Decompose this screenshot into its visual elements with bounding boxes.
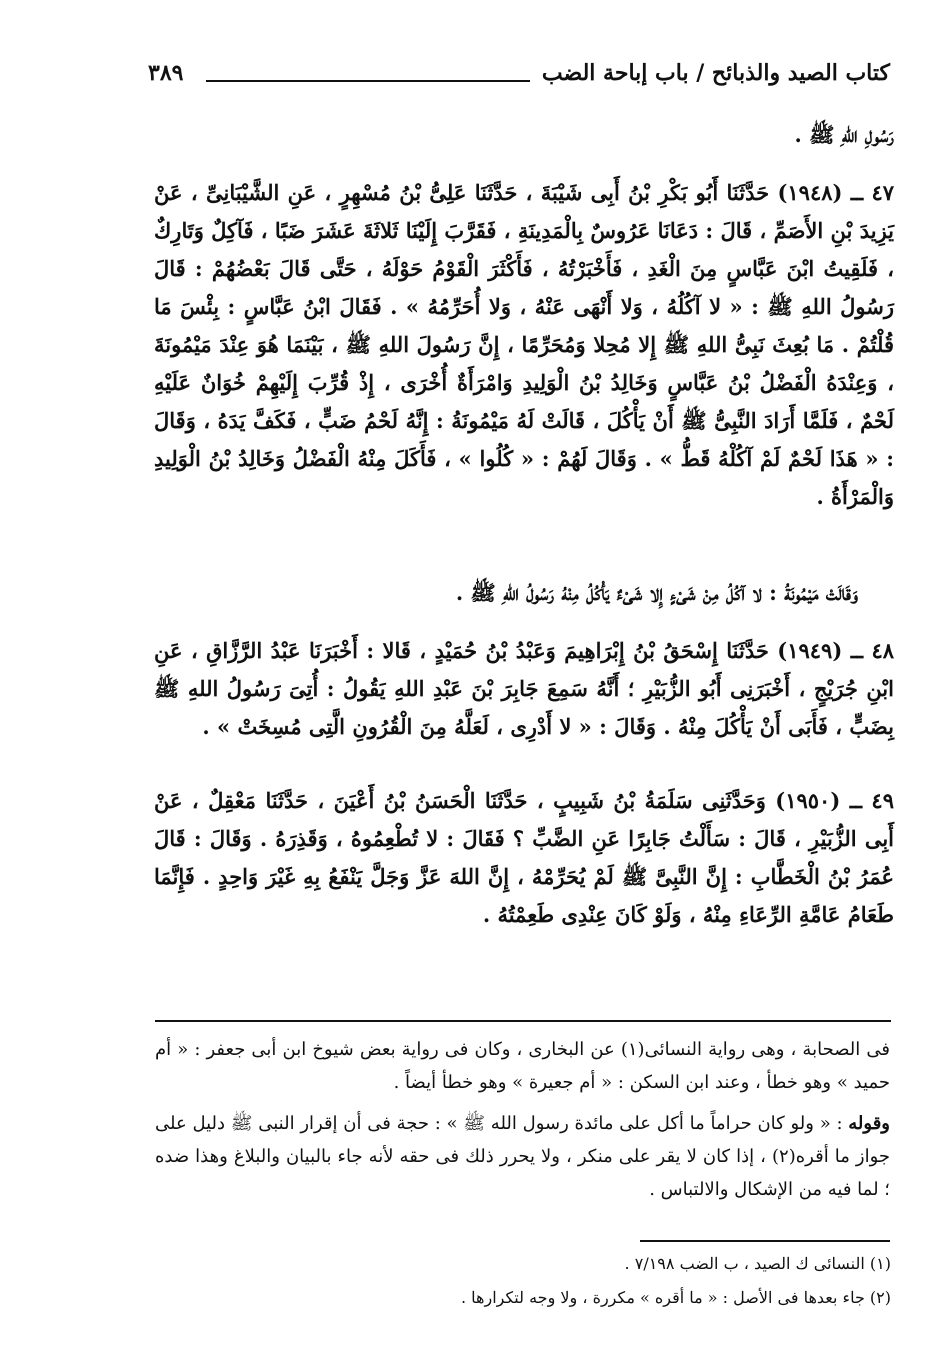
- commentary-paragraph: [155, 1107, 890, 1206]
- hadith-text: ٤٩ ــ (١٩٥٠) وَحَدَّثَنِى سَلَمَةُ بْنُ شَبِيبٍ ، حَدَّثَنَا الْحَسَنُ بْنُ أَعْيَنَ ، حَدَّثَنَا مَعْقِلٌ ، عَنْ أَبِى الزُّبَيْرِ ، قَالَ : سَأَلْتُ جَابِرًا عَنِ الضَّبِّ ؟ فَقَالَ : لا تُطْعِمُوهُ ، وَقَذِرَهُ . وَقَالَ : قَالَ عُمَرُ بْنُ الْخَطَّابِ : إِنَّ النَّبِىَّ ﷺ لَمْ يُحَرِّمْهُ ، إِنَّ اللهَ عَزَّ وَجَلَّ يَنْفَعُ بِهِ غَيْرَ وَاحِدٍ . فَإِنَّمَا طَعَامُ عَامَّةِ الرِّعَاءِ مِنْهُ ، وَلَوْ كَانَ عِنْدِى طَعِمْتُهُ .: [154, 788, 894, 927]
- page-number: ٣٨٩: [148, 60, 184, 86]
- footnote-separator: [640, 1240, 890, 1242]
- hadith-text: وَقَالَتْ مَيْمُونَةُ : لا آكُلُ مِنْ شَىْءٍ إِلا شَىْءٌ يَأْكُلُ مِنْهُ رَسُولُ اللهِ ﷺ .: [455, 580, 858, 605]
- running-header: [148, 58, 890, 94]
- commentary-separator: [155, 1020, 891, 1022]
- footnotes: [155, 1247, 891, 1315]
- hadith-text: ٤٧ ــ (١٩٤٨) حَدَّثَنَا أَبُو بَكْرِ بْنُ أَبِى شَيْبَةَ ، حَدَّثَنَا عَلِىُّ بْنُ مُسْهِرٍ ، عَنِ الشَّيْبَانِىِّ ، عَنْ يَزِيدَ بْنِ الأَصَمِّ ، قَالَ : دَعَانَا عَرُوسٌ بِالْمَدِينَةِ ، فَقَرَّبَ إِلَيْنَا ثَلاثَةَ عَشَرَ ضَبًا ، فَآكِلٌ وَتَارِكٌ ، فَلَقِيتُ ابْنَ عَبَّاسٍ مِنَ الْغَدِ ، فَأَخْبَرْتُهُ ، فَأَكْثَرَ الْقَوْمُ حَوْلَهُ ، حَتَّى قَالَ بَعْضُهُمْ : قَالَ رَسُولُ اللهِ ﷺ : « لا آكُلُهُ ، وَلا أَنْهَى عَنْهُ ، وَلا أُحَرِّمُهُ » . فَقَالَ ابْنُ عَبَّاسٍ : بِئْسَ مَا قُلْتُمْ . مَا بُعِثَ نَبِىُّ اللهِ ﷺ إِلا مُحِلا وَمُحَرِّمًا ، إِنَّ رَسُولَ اللهِ ﷺ ، بَيْنَمَا هُوَ عِنْدَ مَيْمُونَةَ ، وَعِنْدَهُ الْفَضْلُ بْنُ عَبَّاسٍ وَخَالِدُ بْنُ الْوَلِيدِ وَامْرَأَةٌ أُخْرَى ، إِذْ قُرِّبَ إِلَيْهِمْ خُوَانٌ عَلَيْهِ لَحْمٌ ، فَلَمَّا أَرَادَ النَّبِىُّ ﷺ أَنْ يَأْكُلَ ، قَالَتْ لَهُ مَيْمُونَةُ : إِنَّهُ لَحْمُ ضَبٍّ ، فَكَفَّ يَدَهُ ، وَقَالَ : « هَذَا لَحْمٌ لَمْ آكُلْهُ قَطُّ » . وَقَالَ لَهُمْ : « كُلُوا » ، فَأَكَلَ مِنْهُ الْفَضْلُ وَخَالِدُ بْنُ الْوَلِيدِ وَالْمَرْأَةُ .: [154, 180, 894, 509]
- commentary-lead: وقوله: [848, 1113, 890, 1134]
- hadith-text: ٤٨ ــ (١٩٤٩) حَدَّثَنَا إِسْحَقُ بْنُ إِبْرَاهِيمَ وَعَبْدُ بْنُ حُمَيْدٍ ، قَالا : أَخْبَرَنَا عَبْدُ الرَّزَّاقِ ، عَنِ ابْنِ جُرَيْجٍ ، أَخْبَرَنِى أَبُو الزُّبَيْرِ ؛ أَنَّهُ سَمِعَ جَابِرَ بْنَ عَبْدِ اللهِ يَقُولُ : أُتِىَ رَسُولُ اللهِ ﷺ بِضَبٍّ ، فَأَبَى أَنْ يَأْكُلَ مِنْهُ . وَقَالَ : « لا أَدْرِى ، لَعَلَّهُ مِنَ الْقُرُونِ الَّتِى مُسِخَتْ » .: [154, 638, 894, 739]
- continuation-text: رَسُولِ اللهِ ﷺ .: [794, 122, 894, 147]
- continuation-line: [154, 116, 894, 154]
- commentary-block: [155, 1033, 890, 1206]
- hadith-1950: [154, 782, 894, 934]
- hadith-1948: [154, 174, 894, 516]
- hadith-1948-continuation: [154, 574, 894, 612]
- header-rule: [206, 80, 530, 82]
- hadith-1949: [154, 632, 894, 746]
- commentary-text: : « ولو كان حراماً ما أكل على مائدة رسول الله ﷺ » : حجة فى أن إقرار النبى ﷺ دليل على جواز ما أقره(٢) ، إذا كان لا يقر على منكر ، ولا يحرر ذلك فى حقه لأنه جاء بالبيان والبلاغ وهذا ضده ؛ لما فيه من الإشكال والالتباس .: [155, 1113, 890, 1200]
- footnote-2: (٢) جاء بعدها فى الأصل : « ما أقره » مكررة ، ولا وجه لتكرارها .: [460, 1288, 891, 1307]
- commentary-paragraph: فى الصحابة ، وهى رواية النسائى(١) عن البخارى ، وكان فى رواية بعض شيوخ ابن أبى جعفر : « أم حميد » وهو خطأ ، وعند ابن السكن : « أم جعيرة » وهو خطأ أيضاً .: [155, 1039, 890, 1093]
- chapter-title: كتاب الصيد والذبائح / باب إباحة الضب: [541, 60, 890, 86]
- footnote-1: (١) النسائى ك الصيد ، ب الضب ٧/١٩٨ .: [624, 1254, 891, 1273]
